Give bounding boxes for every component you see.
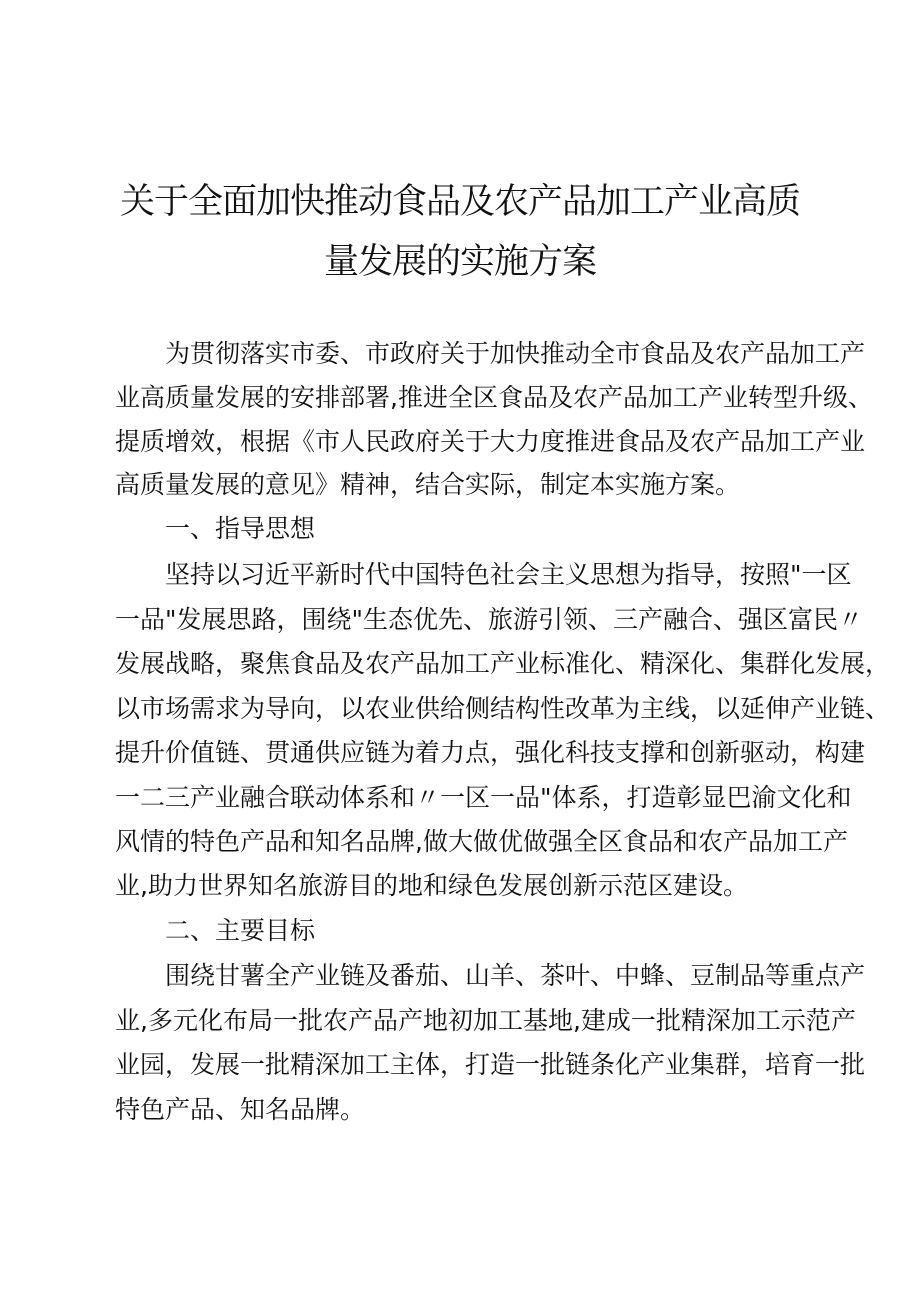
section1-line: 业,助力世界知名旅游目的地和绿色发展创新示范区建设。 [115,871,748,900]
section1-line: 发展战略，聚焦食品及农产品加工产业标准化、精深化、集群化发展， [115,649,891,678]
section1-line: 一品"发展思路，围绕"生态优先、旅游引领、三产融合、强区富民〃 [115,605,864,634]
section2-line: 业园，发展一批精深加工主体，打造一批链条化产业集群，培育一批 [115,1050,866,1079]
intro-line: 为贯彻落实市委、市政府关于加快推动全市食品及农产品加工产 [165,339,866,368]
section1-line: 提升价值链、贯通供应链为着力点，强化科技支撑和创新驱动，构建 [115,738,866,767]
intro-line: 提质增效，根据《市人民政府关于大力度推进食品及农产品加工产业 [115,427,866,456]
section-heading-main-goals: 二、主要目标 [165,916,316,945]
document-title-line-1: 关于全面加快推动食品及农产品加工产业高质 [119,182,800,222]
section1-line: 一二三产业融合联动体系和〃一区一品"体系，打造彰显巴渝文化和 [115,783,852,812]
intro-line: 高质量发展的意见》精神，结合实际，制定本实施方案。 [115,470,741,499]
intro-line: 业高质量发展的安排部署,推进全区食品及农产品加工产业转型升级、 [115,383,873,412]
section1-line: 坚持以习近平新时代中国特色社会主义思想为指导，按照"一区 [165,560,852,589]
section2-line: 业,多元化布局一批农产品产地初加工基地,建成一批精深加工示范产 [115,1006,856,1035]
section2-line: 围绕甘薯全产业链及番茄、山羊、茶叶、中蜂、豆制品等重点产 [165,961,866,990]
document-title-line-2: 量发展的实施方案 [323,242,596,282]
section1-line: 以市场需求为导向，以农业供给侧结构性改革为主线，以延伸产业链、 [115,694,891,723]
section1-line: 风情的特色产品和知名品牌,做大做优做强全区食品和农产品加工产 [115,827,848,856]
section-heading-guiding-ideology: 一、指导思想 [165,514,316,543]
section2-line: 特色产品、知名品牌。 [115,1095,366,1124]
